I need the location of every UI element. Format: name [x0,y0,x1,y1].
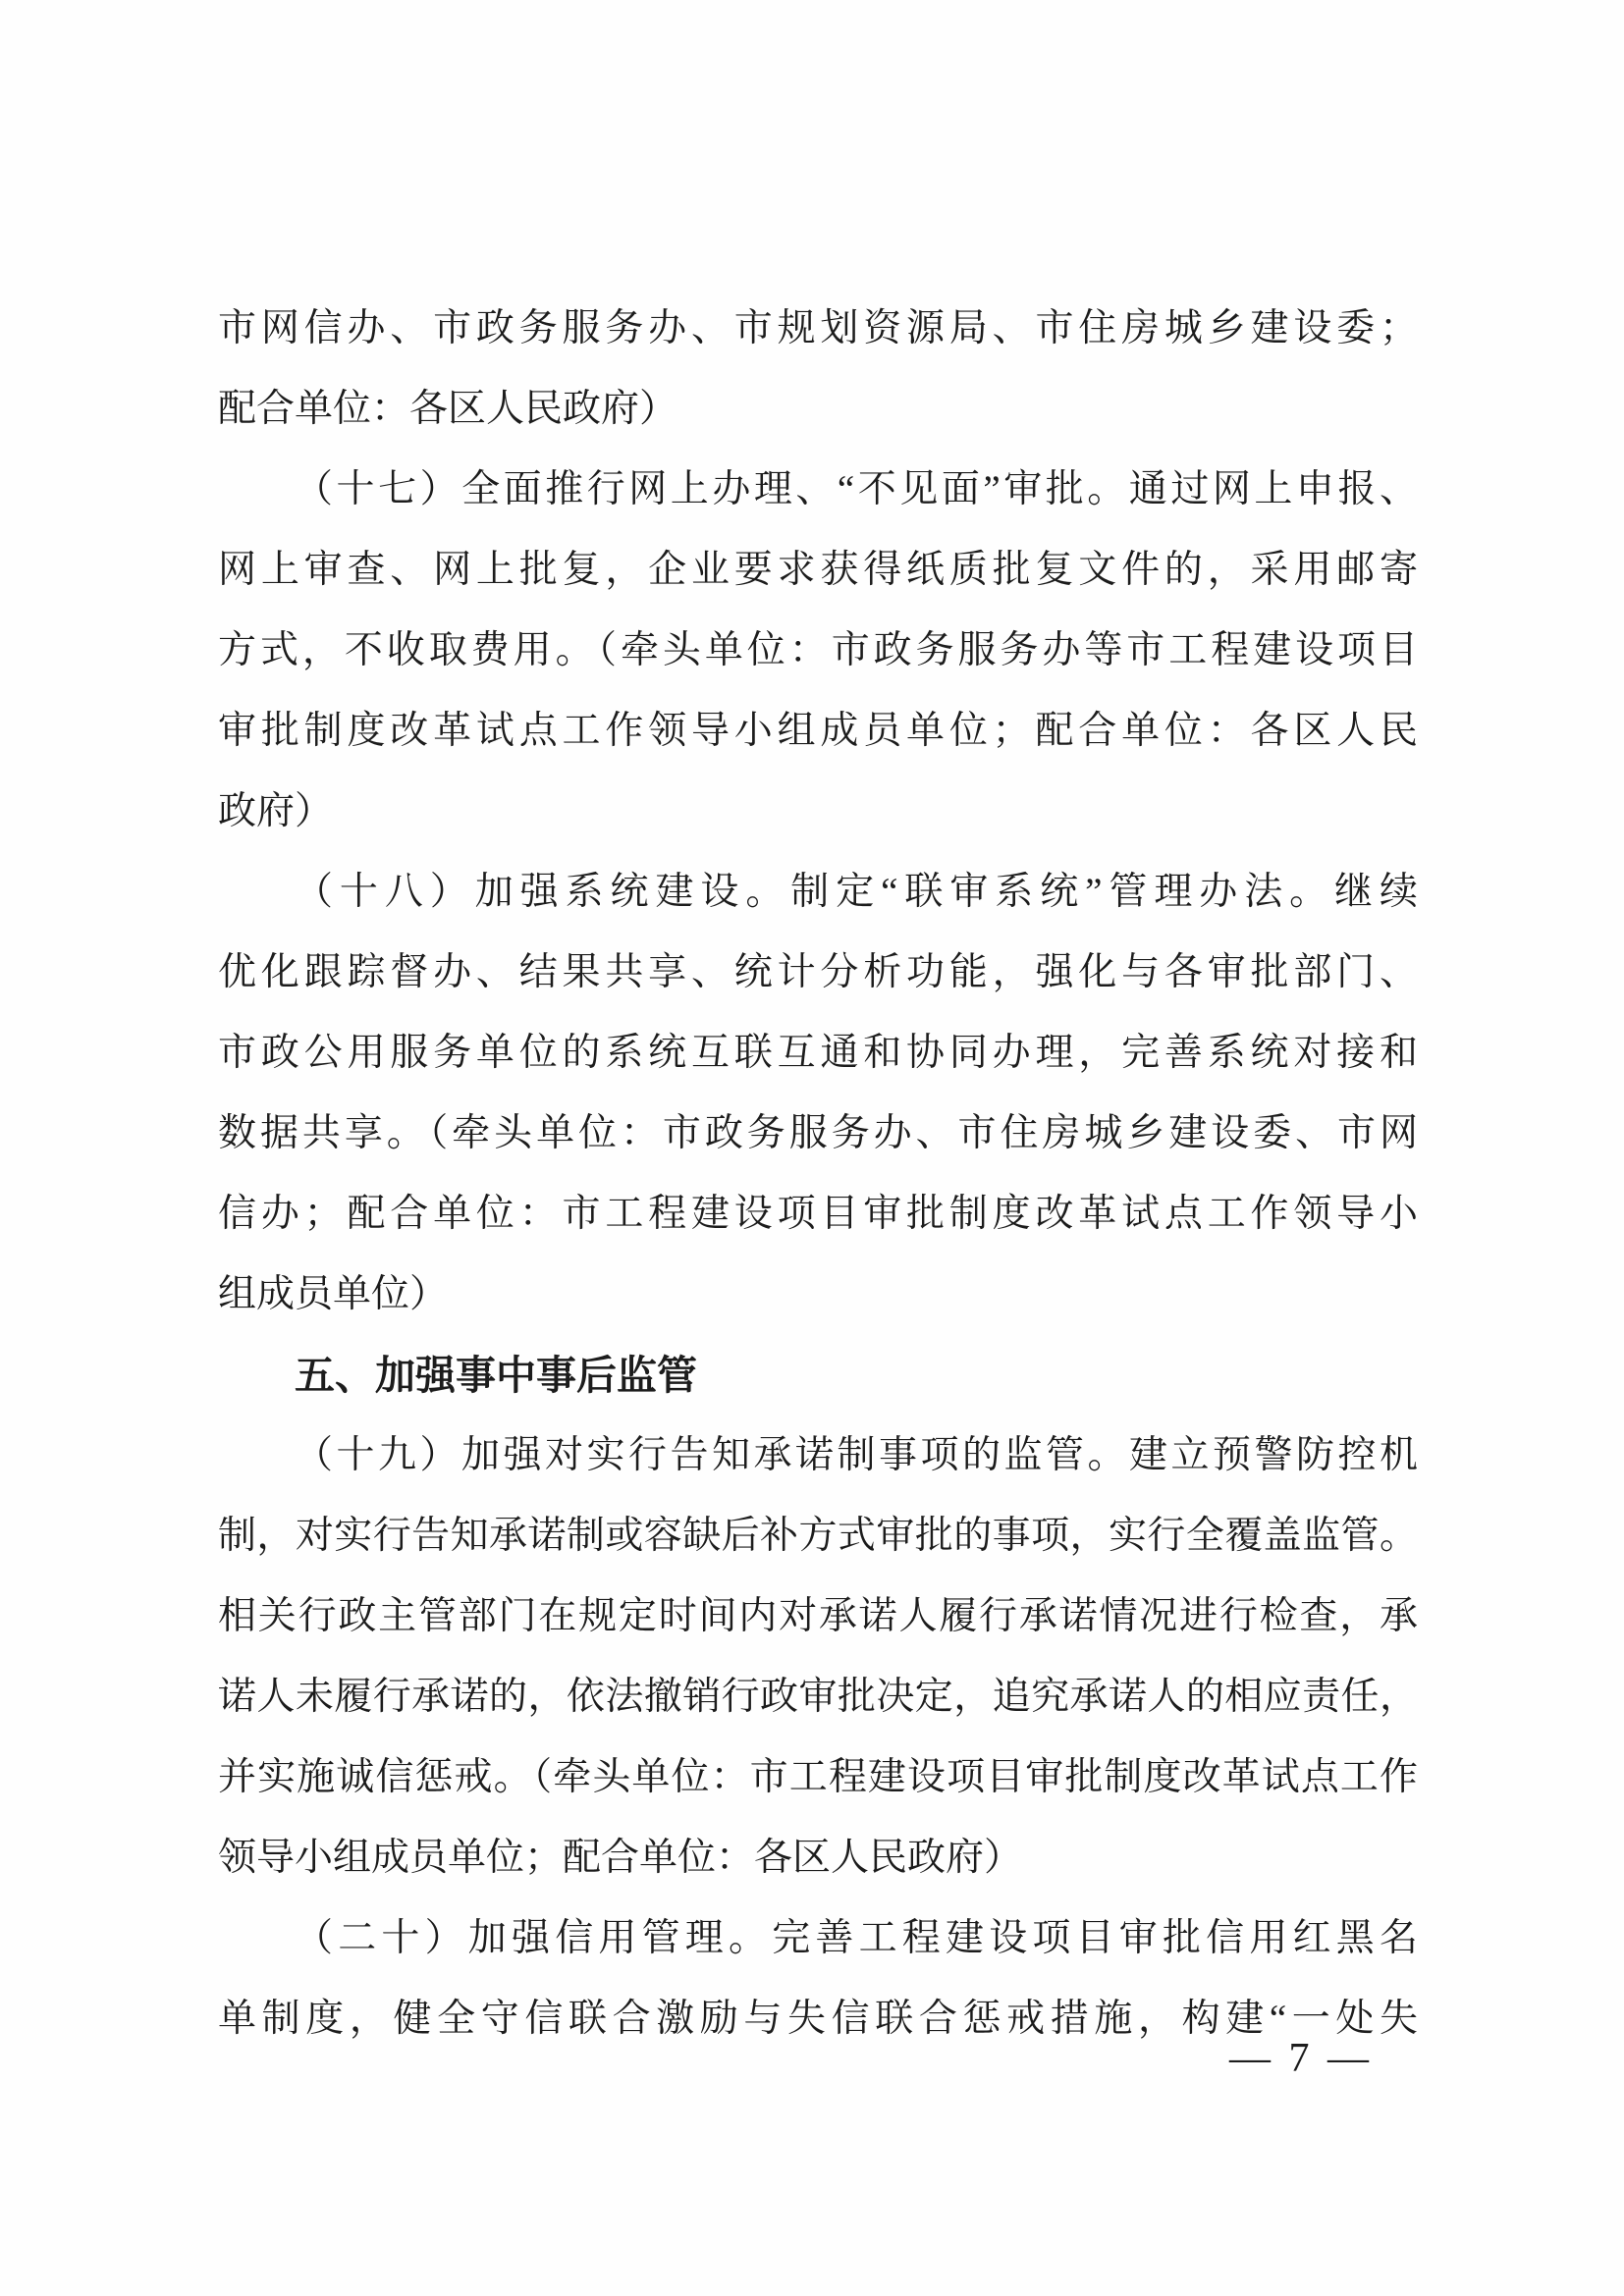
text-line: （二十）加强信用管理。完善工程建设项目审批信用红黑名 [295,1917,1418,1959]
text-line: 信办；配合单位：市工程建设项目审批制度改革试点工作领导小 [218,1193,1418,1235]
text-line: 优化跟踪督办、结果共享、统计分析功能，强化与各审批部门、 [218,951,1418,993]
text-line: （十九）加强对实行告知承诺制事项的监管。建立预警防控机 [295,1434,1418,1476]
text-line: （十八）加强系统建设。制定“联审系统”管理办法。继续 [295,871,1418,913]
text-line: 领导小组成员单位；配合单位：各区人民政府） [218,1837,1023,1879]
text-line: 单制度，健全守信联合激励与失信联合惩戒措施，构建“一处失 [218,1998,1418,2040]
document-body [218,289,1418,2059]
text-line: 配合单位：各区人民政府） [218,388,678,430]
text-line: 数据共享。（牵头单位：市政务服务办、市住房城乡建设委、市网 [218,1112,1418,1154]
text-line: 政府） [218,790,334,832]
text-line: 并实施诚信惩戒。（牵头单位：市工程建设项目审批制度改革试点工作 [218,1756,1418,1798]
text-line: 制，对实行告知承诺制或容缺后补方式审批的事项，实行全覆盖监管。 [218,1515,1418,1557]
text-line: 审批制度改革试点工作领导小组成员单位；配合单位：各区人民 [218,710,1418,752]
text-line: 市政公用服务单位的系统互联互通和协同办理，完善系统对接和 [218,1032,1418,1074]
text-line: 网上审查、网上批复，企业要求获得纸质批复文件的，采用邮寄 [218,549,1418,591]
text-line: 相关行政主管部门在规定时间内对承诺人履行承诺情况进行检查，承 [218,1595,1418,1637]
text-line: 组成员单位） [218,1273,449,1315]
section-heading: 五、加强事中事后监管 [295,1353,697,1398]
text-line: （十七）全面推行网上办理、“不见面”审批。通过网上申报、 [295,468,1418,510]
text-line: 方式，不收取费用。（牵头单位：市政务服务办等市工程建设项目 [218,629,1418,671]
page-number: — 7 — [1229,2036,1373,2081]
text-line: 诺人未履行承诺的，依法撤销行政审批决定，追究承诺人的相应责任， [218,1676,1418,1718]
text-line: 市网信办、市政务服务办、市规划资源局、市住房城乡建设委； [218,307,1418,349]
